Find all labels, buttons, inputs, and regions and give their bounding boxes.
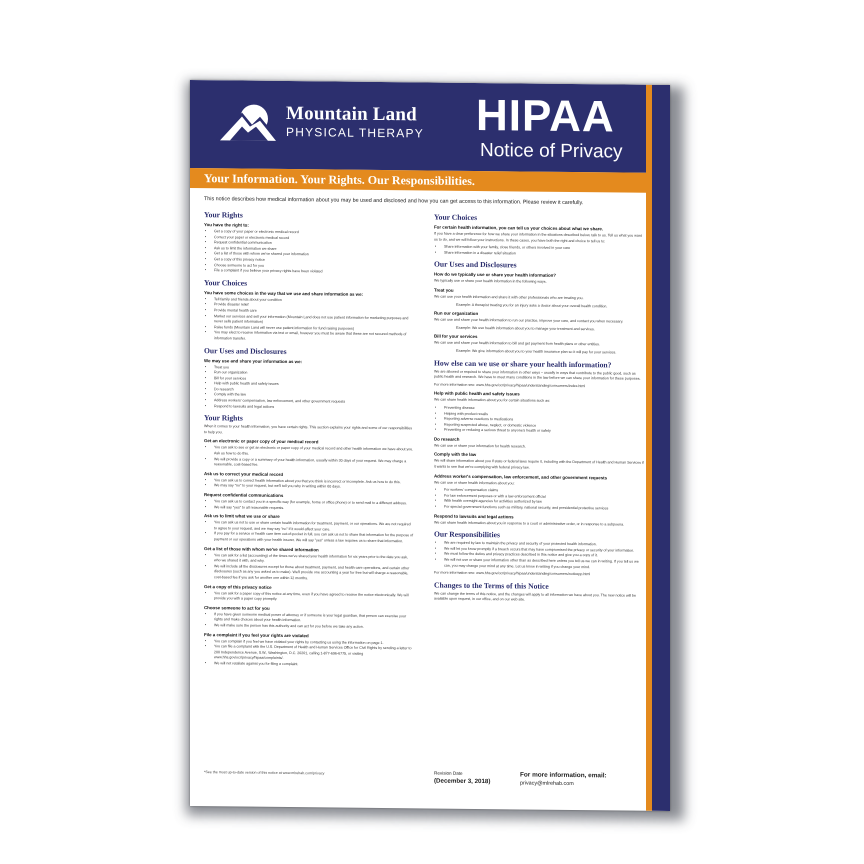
list-item: • Preventing disease — [444, 406, 644, 414]
bullet-list — [444, 541, 644, 571]
uses-blocks — [434, 288, 644, 357]
navy-edge-stripe — [652, 85, 670, 811]
bullet-list — [214, 365, 414, 412]
list-item: • We will not use or share your information other than as described here unless you tell us we can in writing. If you tell us we can, you may change your mind at any time. Let us know in writing if you change your mind. — [444, 558, 644, 571]
list-item: • You can ask for a list (accounting) of the times we've shared your health information for six years prior to the date you ask, who we shared it with, and why. — [214, 553, 414, 566]
paragraph: When it comes to your health information, you have certain rights. This section explains your rights and some of our responsibilities to help you. — [204, 424, 413, 435]
section-heading: Our Uses and Disclosures — [434, 259, 517, 270]
bullet-list — [214, 446, 414, 470]
list-item: • You can file a complaint with the U.S. Department of Health and Human Services Office for Civil Rights by sending a letter to 200 Independence Avenue, S.W., Washington, D.C. 20201, calling 1-877-696-6775, or visiting www.hhs.gov/ocr/privacy/hipaa/complaints/. — [214, 644, 414, 663]
paragraph: We can use or share your information for health research. — [434, 443, 526, 449]
subsection-title: Treat you — [434, 287, 454, 293]
list-item: • Provide mental health care — [214, 308, 414, 316]
list-item: • You can ask us not to use or share certain health information for treatment, payment, or our operations. We are not required to agree to your request, and we may say "no" if it would affect your care. — [214, 520, 414, 533]
hipaa-notice-poster — [190, 80, 670, 811]
example-text: Example: A therapist treating you for an injury asks a doctor about your overall health condition. — [456, 302, 608, 308]
list-item: • We will not retaliate against you for filing a complaint. — [214, 661, 414, 669]
section-heading: Our Responsibilities — [434, 529, 500, 540]
list-item: • Respond to lawsuits and legal actions — [214, 404, 414, 412]
list-item: • Tell family and friends about your condition — [214, 297, 414, 305]
list-item: • We must follow the duties and privacy practices described in this notice and give you a copy of it. — [444, 552, 644, 560]
section-heading: Changes to the Terms of this Notice — [434, 580, 549, 591]
list-item: • We will make sure the person has this authority and can act for you before we take any action. — [214, 623, 414, 631]
list-item: • File a complaint if you believe your privacy rights have been violated — [214, 268, 414, 276]
subsection-title: Choose someone to act for you — [204, 604, 270, 611]
subsection-title: Respond to lawsuits and legal actions — [434, 513, 514, 520]
list-item: • For special government functions such as military, national security, and presidential protective services — [444, 505, 644, 513]
bullet-list — [214, 553, 414, 583]
section-lead: You have the right to: — [204, 222, 249, 228]
paragraph: We typically use or share your health information in the following ways. — [434, 278, 547, 285]
list-item: • Do research — [214, 387, 414, 395]
subsection-title: Ask us to correct your medical record — [204, 470, 284, 477]
paragraph: We can use your health information and share it with other professionals who are treating you. — [434, 294, 584, 301]
brand-name: Mountain Land — [286, 103, 417, 126]
list-item: • Share information in a disaster relief situation — [444, 250, 644, 258]
list-item: • Reporting suspected abuse, neglect, or domestic violence — [444, 422, 644, 430]
bullet-list — [214, 229, 414, 276]
subsection-title: Help with public health and safety issues — [434, 390, 520, 397]
list-item: • Raise funds (Mountain Land will never use patient information for fund raising purposes) — [214, 325, 414, 333]
list-item: • Run our organization — [214, 370, 414, 378]
list-item: • We will include all the disclosures except for those about treatment, payment, and health care operations, and certain other disclosures (such as any you asked us to make). We'll provide one accounting a year for free but will charge a reasonable, cost-based fee if you ask for another one within 12 months. — [214, 564, 414, 583]
bullet-list — [444, 488, 644, 512]
contact-email[interactable]: privacy@mlrehab.com — [520, 780, 574, 788]
subsection-title: Get an electronic or paper copy of your medical record — [204, 438, 319, 445]
list-item: • Get a copy of this privacy notice — [214, 257, 414, 265]
list-item: • You can ask us to contact you in a specific way (for example, home or office phone) or to send mail to a different address. — [214, 499, 414, 507]
bullet-list — [214, 639, 414, 669]
section-heading: Your Choices — [434, 212, 478, 223]
bullet-list — [444, 406, 644, 436]
subsection-title: Request confidential communications — [204, 492, 284, 498]
subsection-title: File a complaint if you feel your rights are violated — [204, 631, 309, 638]
footer-note: *See the most up-to-date version of this notice at www.mlrehab.com/privacy — [204, 770, 325, 776]
section-heading: Your Rights — [204, 413, 243, 423]
subsection-title: Comply with the law — [434, 452, 477, 458]
list-item: • Ask us to limit the information we share — [214, 246, 414, 254]
bullet-list — [214, 591, 414, 604]
section-heading: Our Uses and Disclosures — [204, 345, 287, 356]
subsection-title: Address worker's compensation, law enforcement, and other government requests — [434, 473, 608, 481]
rights-sections — [204, 439, 414, 669]
paragraph: We can change the terms of this notice, and the changes will apply to all information we have about you. The new notice will be available upon request, in our office, and on our web site. — [434, 591, 637, 602]
bullet-list — [214, 499, 414, 512]
bullet-list — [214, 612, 414, 631]
list-item: • For law enforcement purposes or with a law enforcement official — [444, 494, 644, 502]
list-item: • Share information with your family, close friends, or others involved in your care — [444, 245, 644, 253]
list-item: • Address workers' compensation, law enforcement, and other government requests — [214, 398, 414, 406]
paragraph: We can use and share your health information to bill and get payment from health plans or other entities. — [434, 340, 600, 347]
section-lead: We may use and share your information as we: — [204, 357, 303, 364]
list-item: • Help with public health and safety issues — [214, 382, 414, 390]
list-item: • Request confidential communication — [214, 240, 414, 248]
list-item: • Comply with the law — [214, 393, 414, 401]
paragraph: We can share health information about you for certain situations such as: — [434, 397, 550, 404]
subsection-title: Do research — [434, 436, 460, 442]
example-text: Example: We give information about you to your health insurance plan so it will pay for your services. — [456, 348, 617, 355]
list-item: • Correct your paper or electronic medical record — [214, 235, 414, 243]
list-item: • Treat you — [214, 365, 414, 373]
banner-text: Your Information. Your Rights. Our Responsibilities. — [204, 171, 475, 188]
paragraph: We can use and share your health information to run our practice, improve your care, and contact you when necessary. — [434, 317, 624, 324]
list-item: • Market our services and sell your information (Mountain Land does not use patient information for marketing purposes and never sells patient information) — [214, 314, 414, 327]
example-text: Example: We use health information about you to manage your treatment and services. — [456, 325, 595, 331]
disclosure-sections — [434, 391, 644, 528]
subsection-title: Ask us to limit what we use or share — [204, 513, 280, 520]
mountain-sun-icon — [212, 98, 282, 145]
left-column — [204, 206, 414, 671]
section-lead: How do we typically use or share your health information? — [434, 271, 556, 279]
revision-date: (December 3, 2018) — [434, 777, 491, 786]
subsection-title: Get a copy of this privacy notice — [204, 583, 272, 590]
page-title: HIPAA — [476, 90, 615, 142]
list-item: • You can complain if you feel we have violated your rights by contacting us using the information on page 1. — [214, 639, 414, 647]
bullet-list — [444, 245, 644, 258]
more-info-link[interactable]: For more information see: www.hhs.gov/ocr/privacy/hipaa/understanding/consumers/noticepp.html — [434, 570, 591, 577]
list-item: • With health oversight agencies for activities authorized by law — [444, 499, 644, 507]
list-item: • We will provide a copy or a summary of your health information, usually within 30 days of your request. We may charge a reasonable, cost-based fee. — [214, 457, 414, 470]
list-item: • If you pay for a service or health care item out-of-pocket in full, you can ask us not to share that information for the purpose of payment or our operations with your health insurer. We will say "yes" unless a law requires us to share that information. — [214, 532, 414, 545]
section-lead: You have some choices in the way that we use and share information as we: — [204, 289, 364, 297]
bullet-list — [214, 297, 414, 344]
subsection-title: Run our organization — [434, 310, 479, 317]
list-item: • Bill for your services — [214, 376, 414, 384]
list-item: • You can ask to see or get an electronic or paper copy of your medical record and other health information we have about you. Ask us how to do this. — [214, 446, 414, 459]
list-item: • If you have given someone medical power of attorney or if someone is your legal guardian, that person can exercise your rights and make choices about your health information. — [214, 612, 414, 625]
right-column — [434, 209, 644, 607]
brand-subtitle: PHYSICAL THERAPY — [286, 125, 424, 141]
section-heading: Your Rights — [204, 210, 243, 220]
list-item: • You can ask us to correct health information about you that you think is incorrect or incomplete. Ask us how to do this. — [214, 478, 414, 486]
poster-header — [190, 80, 646, 173]
section-lead: For certain health information, you can tell us your choices about what we share. — [434, 224, 604, 232]
paragraph: If you have a clear preference for how we share your information in the situations described below, talk to us. Tell us what you want us to do, and we will follow your instructions. In these cases, you have both the right and choice to tell us to: — [434, 231, 642, 243]
section-heading: How else can we use or share your health information? — [434, 358, 612, 369]
list-item: • Preventing or reducing a serious threat to anyone's health or safety — [444, 428, 644, 436]
paragraph: We can share health information about you in response to a court or administrative order, or in response to a subpoena. — [434, 520, 625, 527]
more-info-link[interactable]: For more information see: www.hhs.gov/ocr/privacy/hipaa/understanding/consumers/index.html — [434, 382, 586, 388]
list-item: • You may elect to receive information via text or email, however you must be aware that these are not secured methods of information transfer. — [214, 331, 414, 344]
list-item: • You can ask for a paper copy of this notice at any time, even if you have agreed to receive the notice electronically. We will provide you with a paper copy promptly. — [214, 591, 414, 604]
list-item: • We may say "no" to your request, but we'll tell you why in writing within 60 days. — [214, 484, 414, 492]
subsection-title: Get a list of those with whom we've shared information — [204, 545, 319, 552]
list-item: • Helping with product recalls — [444, 411, 644, 419]
revision-label: Revision Date — [434, 770, 463, 776]
page-subtitle: Notice of Privacy — [480, 140, 623, 163]
list-item: • We will let you know promptly if a breach occurs that may have compromised the privacy or security of your information. — [444, 546, 644, 554]
bullet-list — [214, 478, 414, 491]
list-item: • Reporting adverse reactions to medications — [444, 417, 644, 425]
list-item: • We will say "yes" to all reasonable requests. — [214, 505, 414, 513]
banner — [190, 168, 646, 193]
list-item: • Choose someone to act for you — [214, 263, 414, 271]
list-item: • Get a copy of your paper or electronic medical record — [214, 229, 414, 237]
list-item: • We are required by law to maintain the privacy and security of your protected health information. — [444, 541, 644, 549]
list-item: • Get a list of those with whom we've shared your information — [214, 252, 414, 260]
intro-text: This notice describes how medical information about you may be used and disclosed and how you can get access to this information. Please review it carefully. — [204, 196, 584, 207]
list-item: • Provide disaster relief — [214, 303, 414, 311]
subsection-title: Bill for your services — [434, 333, 478, 340]
paragraph: We will share information about you if state or federal laws require it, including with the Department of Health and Human Services if it wants to see that we're complying with federal privacy law. — [434, 459, 644, 470]
section-heading: Your Choices — [204, 277, 248, 288]
paragraph: We are allowed or required to share your information in other ways – usually in ways that contribute to the public good, such as public health and research. We have to meet many conditions in the law before we can share your information for these purposes. — [434, 369, 641, 381]
orange-edge-stripe — [646, 85, 652, 811]
paragraph: We can use or share health information about you: — [434, 480, 515, 486]
bullet-list — [214, 520, 414, 544]
list-item: • For workers' compensation claims — [444, 488, 644, 496]
more-info-heading: For more information, email: — [520, 771, 607, 780]
